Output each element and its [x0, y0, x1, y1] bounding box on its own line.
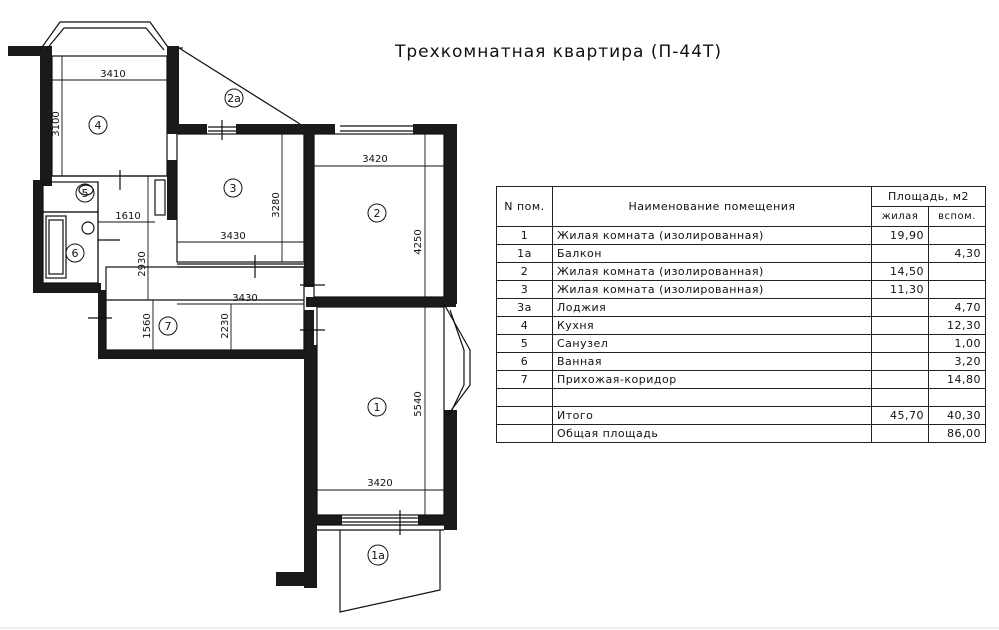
cell-name: Итого — [553, 407, 872, 425]
table-row — [497, 227, 986, 245]
room-label-1: 1 — [373, 401, 381, 414]
cell-num: 1 — [497, 227, 553, 245]
room-label-6: 6 — [71, 247, 79, 260]
cell-aux — [929, 263, 986, 281]
cell-aux — [929, 389, 986, 407]
dim-2230: 2230 — [220, 313, 231, 339]
cell-living — [872, 245, 929, 263]
table-row — [497, 335, 986, 353]
page-title: Трехкомнатная квартира (П-44Т) — [395, 42, 723, 62]
cell-living — [872, 353, 929, 371]
dim-3280: 3280 — [271, 192, 282, 218]
room-label-7: 7 — [164, 320, 172, 333]
cell-aux: 14,80 — [929, 371, 986, 389]
header-living: жилая — [872, 207, 929, 227]
table-row — [497, 425, 986, 443]
cell-living — [872, 389, 929, 407]
table-row — [497, 317, 986, 335]
cell-name: Прихожая-коридор — [553, 371, 872, 389]
cell-num — [497, 425, 553, 443]
cell-num: 1a — [497, 245, 553, 263]
room-label-1a: 1a — [371, 549, 385, 562]
dim-3420-bottom: 3420 — [367, 478, 393, 489]
cell-name: Жилая комната (изолированная) — [553, 263, 872, 281]
cell-num: 3 — [497, 281, 553, 299]
cell-name: Жилая комната (изолированная) — [553, 227, 872, 245]
cell-name: Жилая комната (изолированная) — [553, 281, 872, 299]
dim-3430-a: 3430 — [220, 231, 246, 242]
header-name: Наименование помещения — [553, 187, 872, 227]
dim-3420-top: 3420 — [362, 154, 388, 165]
cell-name: Общая площадь — [553, 425, 872, 443]
cell-aux: 86,00 — [929, 425, 986, 443]
dim-1610: 1610 — [115, 211, 141, 222]
cell-aux: 3,20 — [929, 353, 986, 371]
header-num: N пом. — [497, 187, 553, 227]
room-label-2a: 2a — [227, 92, 241, 105]
cell-aux: 12,30 — [929, 317, 986, 335]
table-row — [497, 281, 986, 299]
cell-name: Кухня — [553, 317, 872, 335]
cell-living — [872, 317, 929, 335]
dim-4250: 4250 — [413, 229, 424, 255]
cell-num: 5 — [497, 335, 553, 353]
cell-aux: 4,70 — [929, 299, 986, 317]
cell-living: 14,50 — [872, 263, 929, 281]
cell-living — [872, 371, 929, 389]
dim-3410: 3410 — [100, 69, 126, 80]
table-row — [497, 299, 986, 317]
table-row — [497, 245, 986, 263]
room-label-2: 2 — [373, 207, 381, 220]
dim-5540: 5540 — [413, 391, 424, 417]
cell-aux — [929, 281, 986, 299]
dim-3100: 3100 — [51, 111, 62, 137]
cell-name: Ванная — [553, 353, 872, 371]
table-row — [497, 389, 986, 407]
cell-num: 4 — [497, 317, 553, 335]
cell-name — [553, 389, 872, 407]
cell-aux: 4,30 — [929, 245, 986, 263]
room-label-4: 4 — [94, 119, 102, 132]
room-label-3: 3 — [229, 182, 237, 195]
cell-name: Санузел — [553, 335, 872, 353]
cell-num — [497, 389, 553, 407]
room-label-5: 5 — [81, 187, 89, 200]
cell-name: Балкон — [553, 245, 872, 263]
cell-living — [872, 335, 929, 353]
cell-living: 19,90 — [872, 227, 929, 245]
table-body — [497, 227, 986, 443]
header-area: Площадь, м2 — [872, 187, 986, 207]
cell-num: 6 — [497, 353, 553, 371]
cell-aux — [929, 227, 986, 245]
cell-living: 45,70 — [872, 407, 929, 425]
table-row — [497, 407, 986, 425]
dim-3430-b: 3430 — [232, 293, 258, 304]
room-area-table — [496, 186, 986, 443]
cell-aux: 1,00 — [929, 335, 986, 353]
cell-num: 3a — [497, 299, 553, 317]
cell-num — [497, 407, 553, 425]
cell-living: 11,30 — [872, 281, 929, 299]
cell-num: 7 — [497, 371, 553, 389]
cell-living — [872, 425, 929, 443]
dim-2930: 2930 — [137, 251, 148, 277]
header-auxiliary: вспом. — [929, 207, 986, 227]
table-row — [497, 353, 986, 371]
cell-living — [872, 299, 929, 317]
cell-name: Лоджия — [553, 299, 872, 317]
dim-1560: 1560 — [142, 313, 153, 339]
table-row — [497, 263, 986, 281]
table-row — [497, 371, 986, 389]
cell-aux: 40,30 — [929, 407, 986, 425]
cell-num: 2 — [497, 263, 553, 281]
